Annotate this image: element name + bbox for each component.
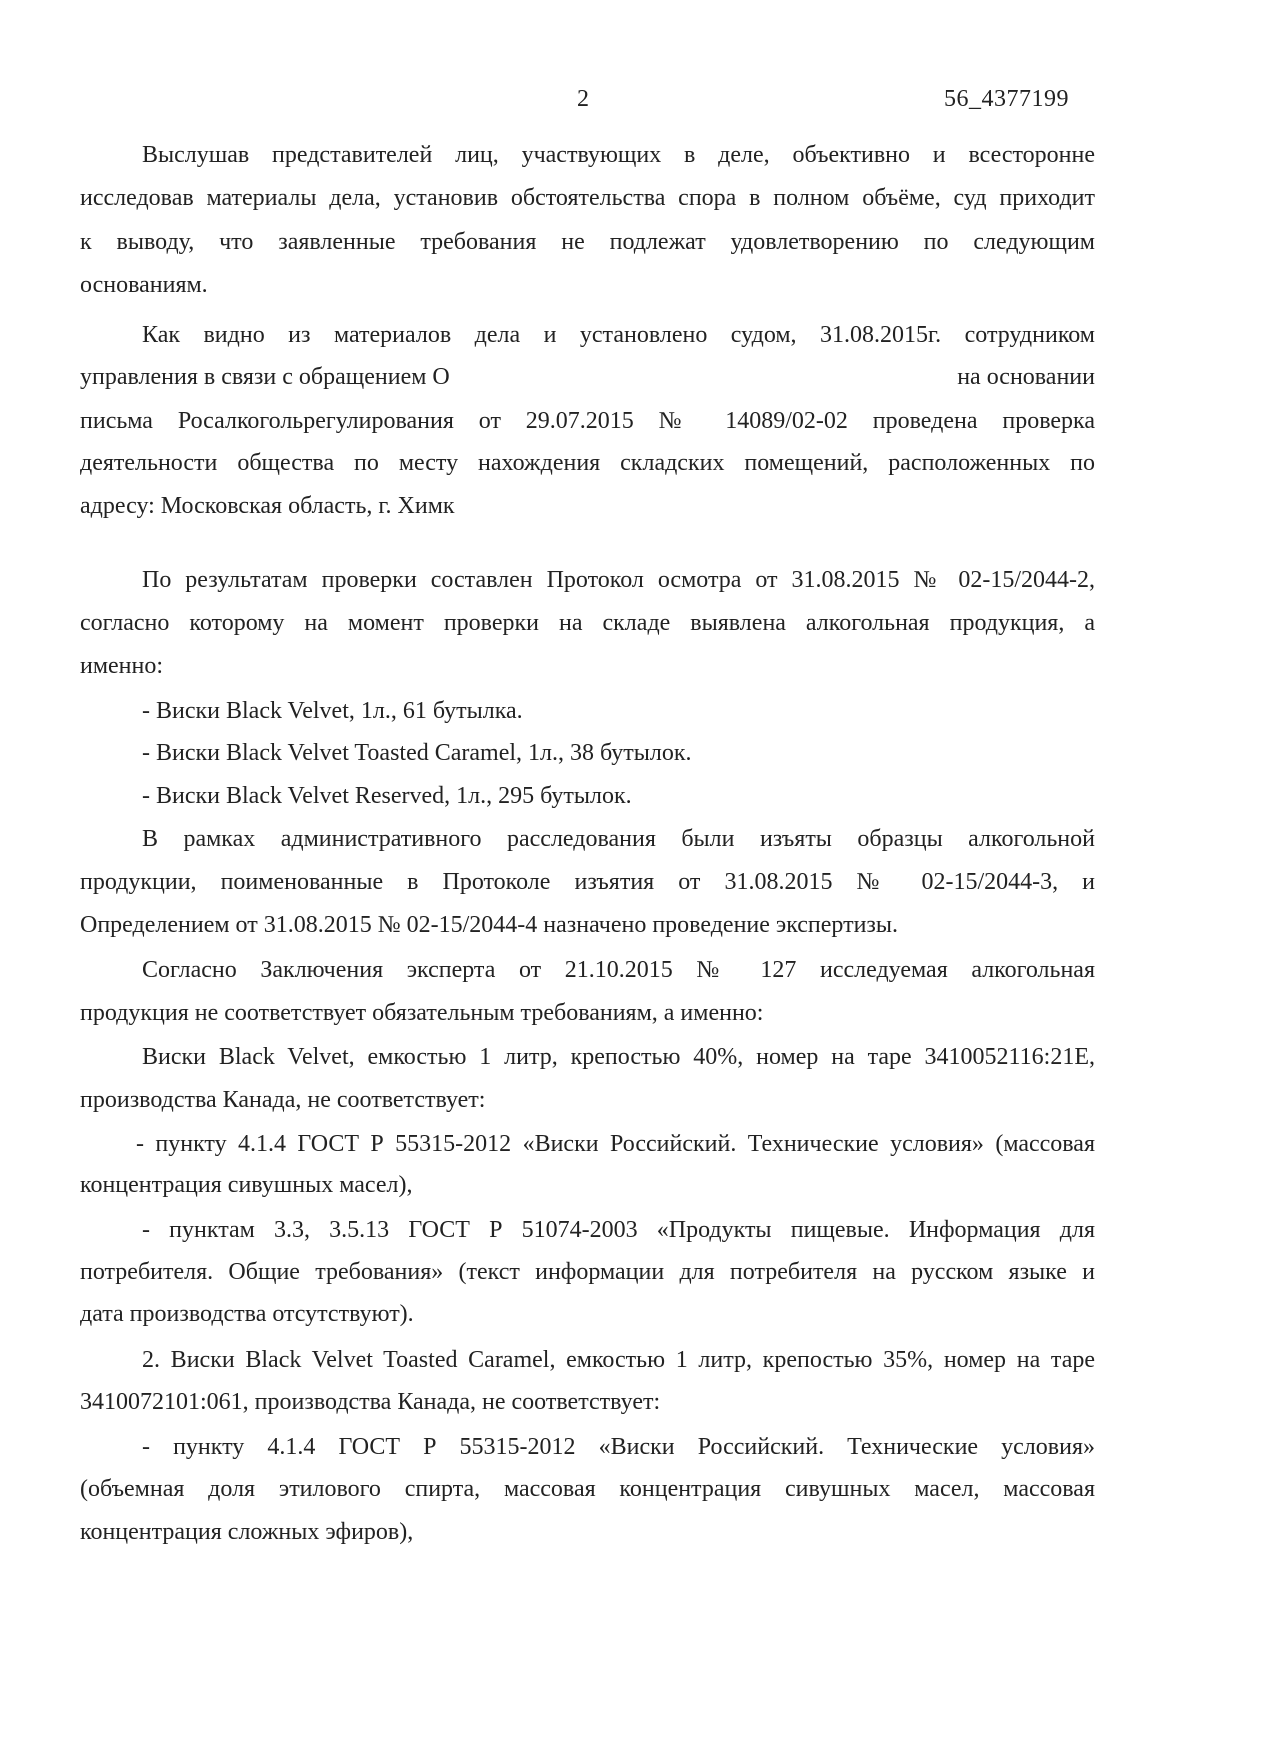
body-line: потребителя. Общие требования» (текст информации для потребителя на русском языке и [80, 1259, 1095, 1285]
body-line: согласно которому на момент проверки на складе выявлена алкогольная продукция, а [80, 610, 1095, 636]
body-line: адресу: Московская область, г. Химк [80, 493, 455, 519]
body-line: дата производства отсутствуют). [80, 1301, 414, 1327]
body-line: (объемная доля этилового спирта, массовая концентрация сивушных масел, массовая [80, 1476, 1095, 1502]
document-id: 56_4377199 [944, 86, 1069, 112]
body-line-tail: на основании [957, 364, 1095, 390]
body-line: исследовав материалы дела, установив обстоятельства спора в полном объёме, суд приходит [80, 185, 1095, 211]
body-line: - Виски Black Velvet, 1л., 61 бутылка. [142, 698, 523, 724]
body-line: - пункту 4.1.4 ГОСТ Р 55315-2012 «Виски Российский. Технические условия» [142, 1434, 1095, 1460]
body-line: В рамках административного расследования были изъяты образцы алкогольной [142, 826, 1095, 852]
body-line: Определением от 31.08.2015 № 02-15/2044-4 назначено проведение экспертизы. [80, 912, 899, 938]
body-line: По результатам проверки составлен Протокол осмотра от 31.08.2015 № 02-15/2044-2, [142, 567, 1095, 593]
body-line: Виски Black Velvet, емкостью 1 литр, крепостью 40%, номер на таре 3410052116:21Е, [142, 1044, 1095, 1070]
body-line: управления в связи с обращением О [80, 364, 450, 390]
body-line: - Виски Black Velvet Toasted Caramel, 1л., 38 бутылок. [142, 740, 692, 766]
body-line: концентрация сивушных масел), [80, 1172, 413, 1198]
body-line: - пункту 4.1.4 ГОСТ Р 55315-2012 «Виски Российский. Технические условия» (массовая [136, 1131, 1095, 1157]
body-line: основаниям. [80, 272, 208, 298]
body-line: Выслушав представителей лиц, участвующих в деле, объективно и всесторонне [142, 142, 1095, 168]
body-line: продукция не соответствует обязательным требованиям, а именно: [80, 1000, 764, 1026]
body-line: производства Канада, не соответствует: [80, 1087, 486, 1113]
page-number: 2 [577, 86, 589, 112]
body-line: к выводу, что заявленные требования не подлежат удовлетворению по следующим [80, 229, 1095, 255]
body-line: Согласно Заключения эксперта от 21.10.2015 № 127 исследуемая алкогольная [142, 957, 1095, 983]
body-line: - Виски Black Velvet Reserved, 1л., 295 бутылок. [142, 783, 632, 809]
body-line: продукции, поименованные в Протоколе изъятия от 31.08.2015 № 02-15/2044-3, и [80, 869, 1095, 895]
body-line: - пунктам 3.3, 3.5.13 ГОСТ Р 51074-2003 «Продукты пищевые. Информация для [142, 1217, 1095, 1243]
body-line: 3410072101:061, производства Канада, не соответствует: [80, 1389, 661, 1415]
body-line: письма Росалкогольрегулирования от 29.07.2015 № 14089/02-02 проведена проверка [80, 408, 1095, 434]
body-line: Как видно из материалов дела и установлено судом, 31.08.2015г. сотрудником [142, 322, 1095, 348]
body-line: именно: [80, 653, 164, 679]
body-line: деятельности общества по месту нахождения складских помещений, расположенных по [80, 450, 1095, 476]
body-line: концентрация сложных эфиров), [80, 1519, 414, 1545]
body-line: 2. Виски Black Velvet Toasted Caramel, емкостью 1 литр, крепостью 35%, номер на таре [142, 1347, 1095, 1373]
